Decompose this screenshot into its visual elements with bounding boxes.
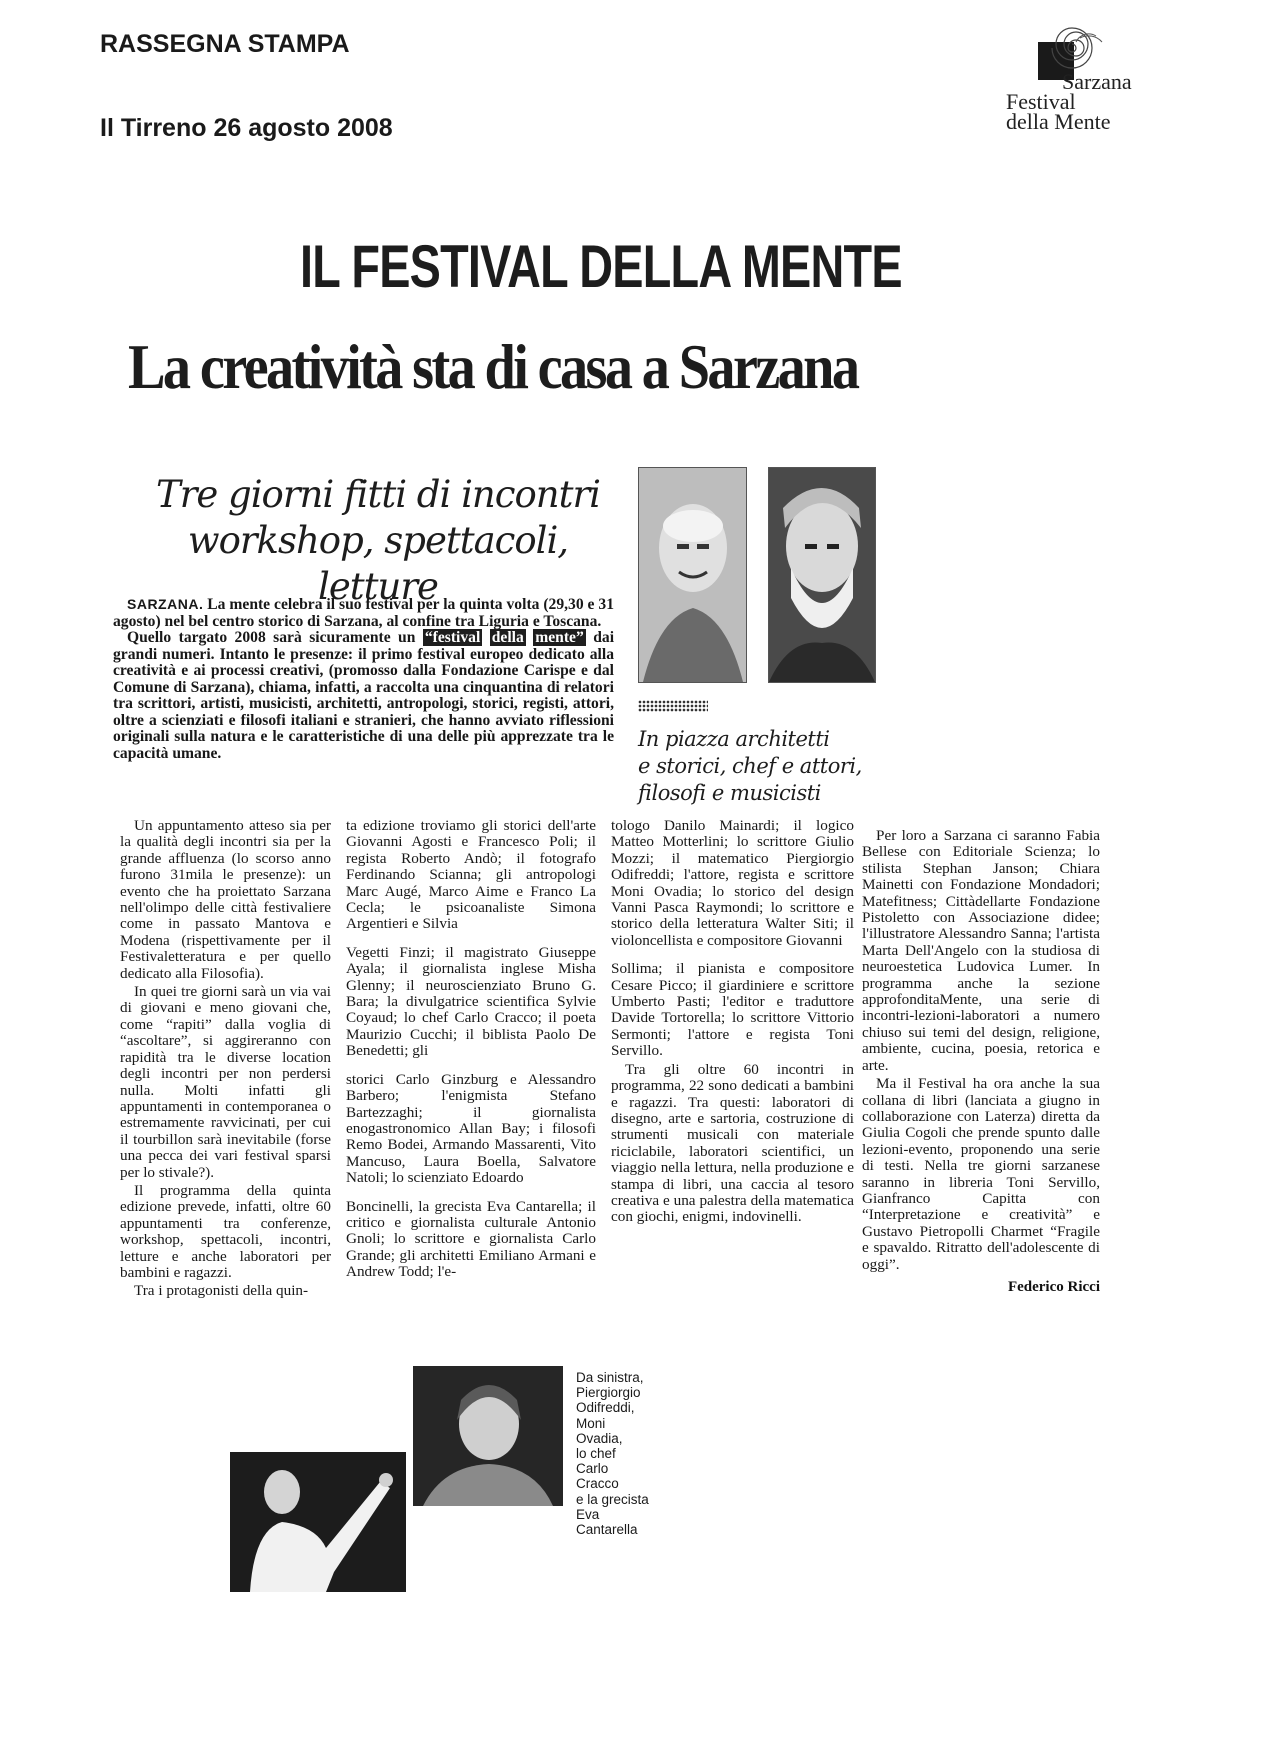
- column-3: [611, 818, 854, 1226]
- subhead: [128, 472, 628, 610]
- caption-line: Carlo: [576, 1461, 609, 1477]
- photo-caption-bar: [638, 700, 708, 712]
- subhead-line1: Tre giorni fitti di incontri: [156, 473, 600, 516]
- lead-paragraph: [113, 596, 614, 762]
- caption-line: Ovadia,: [576, 1430, 623, 1446]
- photo-cracco: [230, 1452, 406, 1592]
- col2-p4: Boncinelli, la grecista Eva Cantarella; il critico e giornalista culturale Antonio Gnoli; lo scrittore e giornalista Carlo Grande; gli architetti Emiliano Armani e Andrew Todd; l'e-: [346, 1197, 596, 1281]
- pullquote: [638, 726, 878, 807]
- byline: Federico Ricci: [1007, 1278, 1100, 1295]
- col1-p2: In quei tre giorni sarà un via vai di giovani e meno giovani che, come “rapiti” dalla voglia di “ascoltare”, si aggireranno con rapidità tra le diverse location degli incontri per non perdersi nulla. Molti infatti gli appuntamenti in contemporanea o estremamente ravvicinati, per cui il tourbillon sarà inevitabile (forse una pecca dei vari festival sparsi per lo stivale?).: [120, 983, 331, 1181]
- col1-p4: Tra i protagonisti della quin-: [134, 1282, 309, 1300]
- col1-p1: Un appuntamento atteso sia per la qualità degli incontri sia per la grande affluenza (lo scorso anno furono 31mila le presenze): un evento che ha proiettato Sarzana nell'olimpo delle città festivaliere come in passato Mantova e Modena (rispettivamente per il Festivaletteratura e per quello dedicato alla Filosofia).: [120, 817, 331, 982]
- col2-p2: Vegetti Finzi; il magistrato Giuseppe Ayala; il giornalista inglese Misha Glenny; il neuroscienziato Bruno G. Bara; la divulgatrice scientifica Sylvie Coyaud; lo chef Carlo Cracco; il poeta Maurizio Cucchi; il biblista Paolo De Benedetti; gli: [346, 943, 596, 1060]
- photo-odifreddi: [638, 467, 747, 683]
- source-date: Il Tirreno 26 agosto 2008: [100, 114, 393, 142]
- headline: La creatività sta di casa a Sarzana: [128, 331, 858, 402]
- column-1: [120, 818, 331, 1300]
- pullquote-line2: e storici, chef e attori,: [638, 754, 862, 778]
- caption-line: Cantarella: [576, 1522, 638, 1538]
- section-label: RASSEGNA STAMPA: [100, 30, 350, 58]
- pullquote-line1: In piazza architetti: [638, 727, 830, 751]
- column-2: [346, 818, 596, 1281]
- caption-line: e la grecista: [576, 1491, 649, 1507]
- subhead-line2: workshop, spettacoli, letture: [187, 519, 569, 608]
- festival-logo: [1006, 10, 1176, 140]
- kicker: IL FESTIVAL DELLA MENTE: [300, 233, 902, 300]
- col3-p1: tologo Danilo Mainardi; il logico Matteo Motterlini; lo scrittore Giulio Mozzi; il matematico Piergiorgio Odifreddi; l'attore, regista e scrittore Moni Ovadia; lo storico del design Vanni Pasca Raymondi; lo scrittore e storico della letteratura Walter Siti; il violoncellista e compositore Giovanni: [611, 817, 854, 949]
- lead-p1: La mente celebra il suo festival per la quinta volta (29,30 e 31 agosto) nel bel centro storico di Sarzana, al confine tra Liguria e Toscana.: [113, 596, 614, 630]
- col1-p3: Il programma della quinta edizione prevede, infatti, oltre 60 appuntamenti tra conferenze, workshop, spettacoli, incontri, letture e anche laboratori per bambini e ragazzi.: [120, 1181, 331, 1281]
- pullquote-line3: filosofi e musicisti: [638, 781, 821, 805]
- col2-p1: ta edizione troviamo gli storici dell'arte Giovanni Agosti e Francesco Poli; il regista Roberto Andò; il fotografo Ferdinando Scianna; gli antropologi Marc Augé, Marco Aime e Franco La Cecla; le psicoanaliste Simona Argentieri e Silvia: [346, 817, 596, 933]
- caption-line: Cracco: [576, 1476, 619, 1492]
- lead-p2-start: Quello targato 2008 sarà sicuramente un: [127, 629, 416, 646]
- caption-line: lo chef: [576, 1446, 616, 1462]
- logo-line1: Sarzana: [1062, 69, 1132, 94]
- photo-cantarella: [413, 1366, 563, 1506]
- lead-p2-end: dai grandi numeri. Intanto le presenze: il primo festival europeo dedicato alla creatività e ai processi creativi, (promosso dalla Fondazione Carispe e dal Comune di Sarzana), chiama, infatti, a raccolta una cinquantina di relatori tra scrittori, artisti, musicisti, architetti, antropologi, storici, registi, attori, oltre a scienziati e filosofi italiani e stranieri, che hanno avviato riflessioni originali sulla natura e le caratteristiche di una delle più apprezzate tra le capacità umane.: [113, 629, 615, 762]
- highlight-della: della: [491, 629, 524, 646]
- col3-p2: Sollima; il pianista e compositore Cesare Picco; il giardiniere e scrittore Umberto Pasti; l'editor e traduttore Davide Tortorella; lo scrittore Vittorio Sermonti; l'attore e regista Toni Servillo.: [611, 960, 854, 1060]
- caption-line: Odifreddi,: [576, 1400, 635, 1416]
- col4-p2: Ma il Festival ha ora anche la sua collana di libri (lanciata a giugno in collaborazione con Laterza) diretta da Giulia Cogoli che prende spunto dalle lezioni-evento, proponendo una serie di testi. Nella tre giorni sarzanese saranno in libreria Toni Servillo, Gianfranco Capitta con “Interpretazione e creatività” e Gustavo Pietropolli Charmet “Fragile e spavaldo. Ritratto dell'adolescente di oggi”.: [862, 1075, 1100, 1273]
- caption-line: Eva: [576, 1506, 600, 1522]
- photo-caption: [576, 1370, 696, 1537]
- highlight-festival: “festival: [424, 629, 481, 646]
- caption-line: Moni: [576, 1415, 606, 1431]
- highlight-mente: mente”: [535, 629, 584, 646]
- col4-p1: Per loro a Sarzana ci saranno Fabia Bellese con Editoriale Scienza; lo stilista Stephan Janson; Chiara Mainetti con Fondazione Mondadori; Matefitness; Cittàdellarte Fondazione Pistoletto con Associazione didee; l'illustratore Alessandro Sanna; l'artista Marta Dell'Angelo con la studiosa di neuroestetica Ludovica Lumer. In programma anche la sezione approfonditaMente, una serie di incontri-lezioni-laboratori a numero chiuso sui temi del design, religione, ambiente, cucina, poesia, retorica e arte.: [862, 827, 1100, 1074]
- column-4: [862, 828, 1100, 1295]
- col3-p3: Tra gli oltre 60 incontri in programma, 22 sono dedicati a bambini e ragazzi. Tra questi: laboratori di disegno, arte e sartoria, costruzione di strumenti musicali con materiale riciclabile, laboratori scientifici, un viaggio nella lettura, nella produzione e stampa di libri, una caccia al tesoro creativa e una palestra della matematica con giochi, enigmi, indovinelli.: [611, 1060, 854, 1226]
- col2-p3: storici Carlo Ginzburg e Alessandro Barbero; l'enigmista Stefano Bartezzaghi; il giornalista enogastronomico Allan Bay; i filosofi Remo Bodei, Armando Massarenti, Vito Mancuso, Laura Boella, Salvatore Natoli; lo scienziato Edoardo: [346, 1070, 596, 1187]
- logo-line3: della Mente: [1006, 109, 1111, 134]
- logo-line2: Festival: [1006, 89, 1076, 114]
- caption-line: Piergiorgio: [576, 1385, 641, 1401]
- dateline: SARZANA.: [127, 596, 204, 612]
- caption-line: Da sinistra,: [576, 1370, 644, 1385]
- photo-ovadia: [768, 467, 876, 683]
